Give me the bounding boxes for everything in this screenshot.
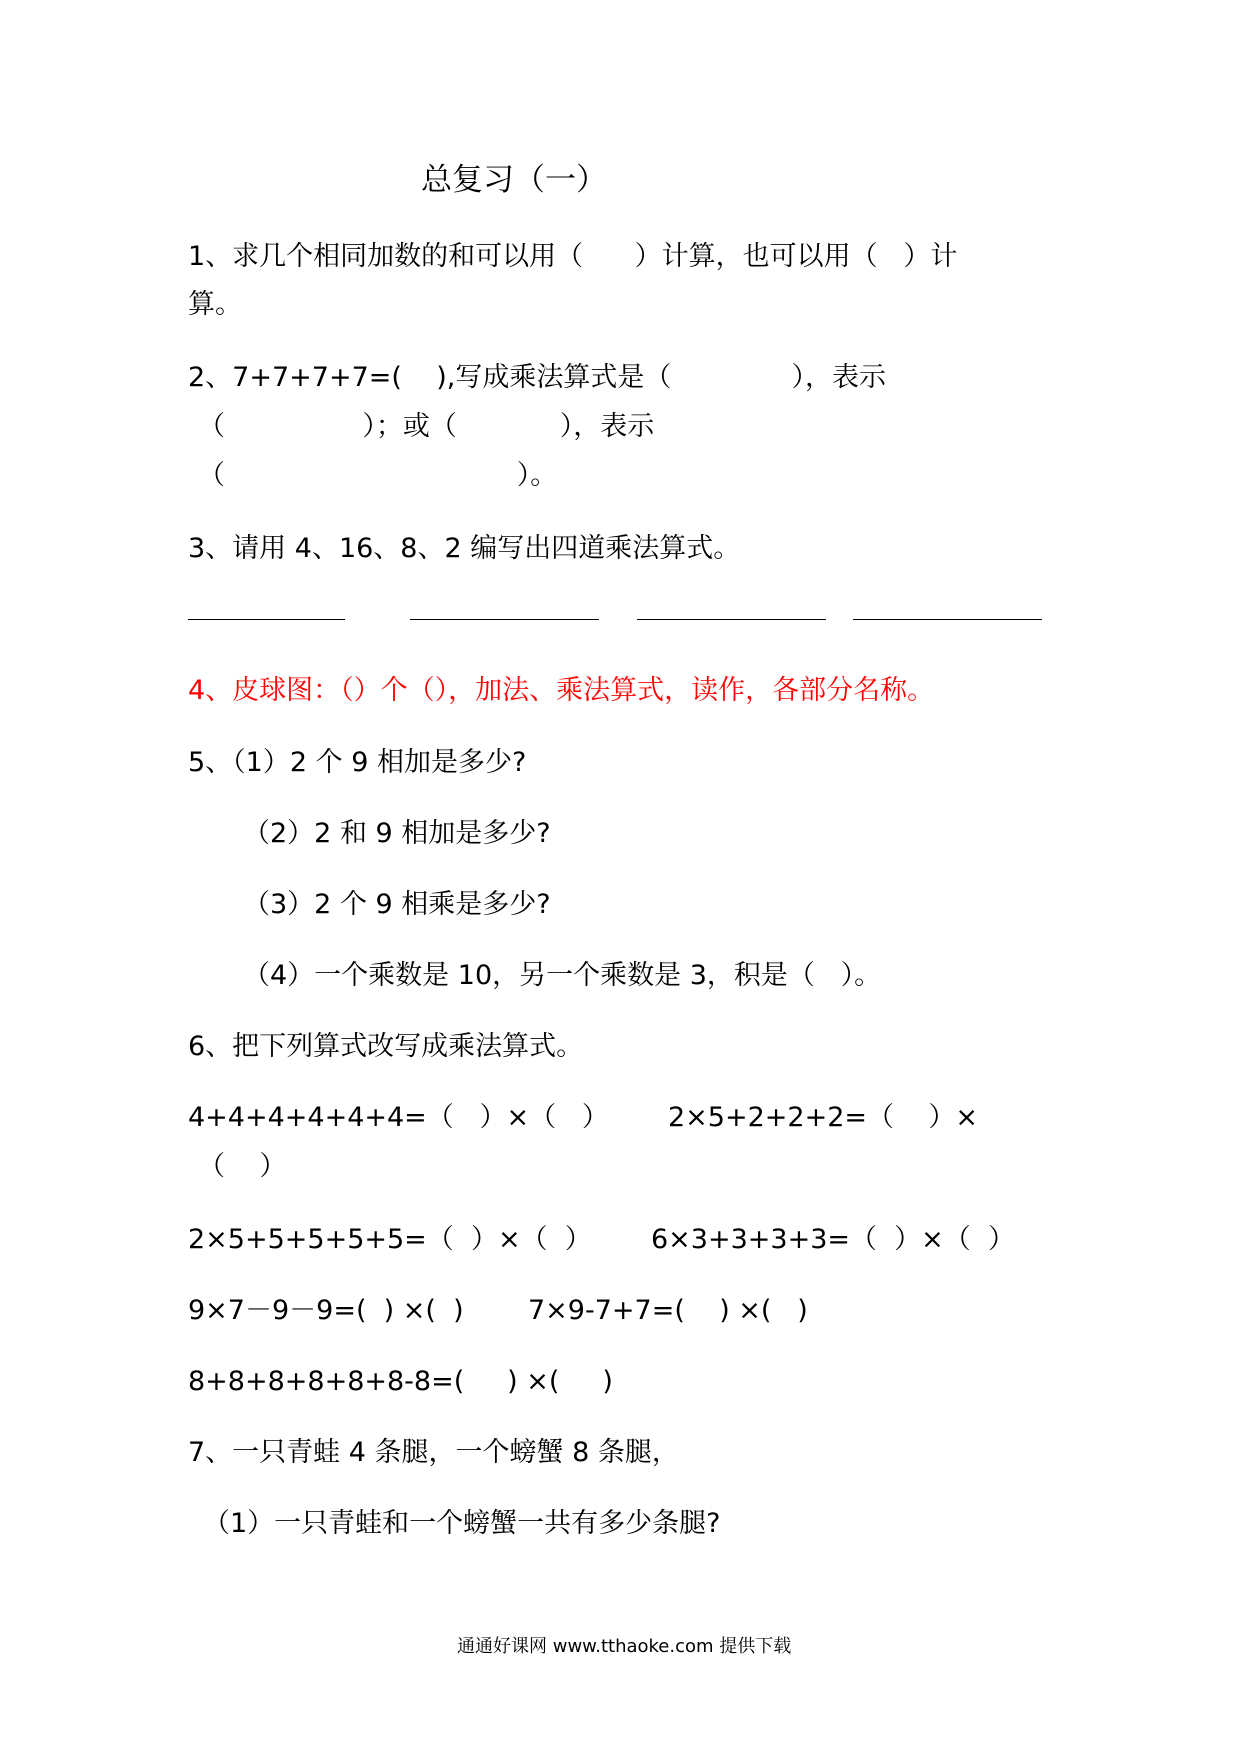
question-5-part-4: （4）一个乘数是 10，另一个乘数是 3，积是（ ）。	[243, 960, 882, 991]
page-footer: 通通好课网 www.tthaoke.com 提供下载	[457, 1636, 792, 1657]
question-7-part-1: （1）一只青蛙和一个螃蟹一共有多少条腿?	[203, 1508, 721, 1539]
answer-blank-1	[188, 619, 345, 620]
question-1-line-2: 算。	[188, 289, 242, 320]
question-2-line-2: （ ）；或（ ），表示	[198, 411, 655, 442]
question-6-item-b-continued: （ ）	[198, 1151, 287, 1182]
answer-blank-2	[410, 619, 599, 620]
answer-blank-4	[853, 619, 1042, 620]
question-5-part-3: （3）2 个 9 相乘是多少?	[243, 889, 551, 920]
question-2-line-3: （ ）。	[198, 460, 558, 491]
question-4: 4、皮球图：（）个（），加法、乘法算式，读作，各部分名称。	[188, 675, 935, 706]
question-5-part-2: （2）2 和 9 相加是多少?	[243, 818, 551, 849]
question-6-item-d: 6×3+3+3+3=（ ）×（ ）	[651, 1224, 1015, 1255]
question-6-item-f: 7×9-7+7=( ) ×( )	[528, 1295, 808, 1326]
question-2-line-1: 2、7+7+7+7=( ),写成乘法算式是（ ），表示	[188, 362, 887, 393]
question-1-line-1: 1、求几个相同加数的和可以用（ ）计算，也可以用（ ）计	[188, 241, 958, 272]
question-7: 7、一只青蛙 4 条腿，一个螃蟹 8 条腿，	[188, 1437, 679, 1468]
answer-blank-3	[637, 619, 826, 620]
question-3: 3、请用 4、16、8、2 编写出四道乘法算式。	[188, 533, 741, 564]
question-5-part-1: 5、（1）2 个 9 相加是多少?	[188, 747, 527, 778]
question-6-item-b: 2×5+2+2+2=（ ）×	[668, 1102, 978, 1133]
question-6: 6、把下列算式改写成乘法算式。	[188, 1031, 584, 1062]
page-title: 总复习（一）	[421, 162, 607, 198]
question-6-item-a: 4+4+4+4+4+4=（ ）×（ ）	[188, 1102, 609, 1133]
question-6-item-c: 2×5+5+5+5+5=（ ）×（ ）	[188, 1224, 592, 1255]
question-6-item-e: 9×7－9－9=( ) ×( )	[188, 1295, 464, 1326]
question-6-item-g: 8+8+8+8+8+8-8=( ) ×( )	[188, 1366, 613, 1397]
